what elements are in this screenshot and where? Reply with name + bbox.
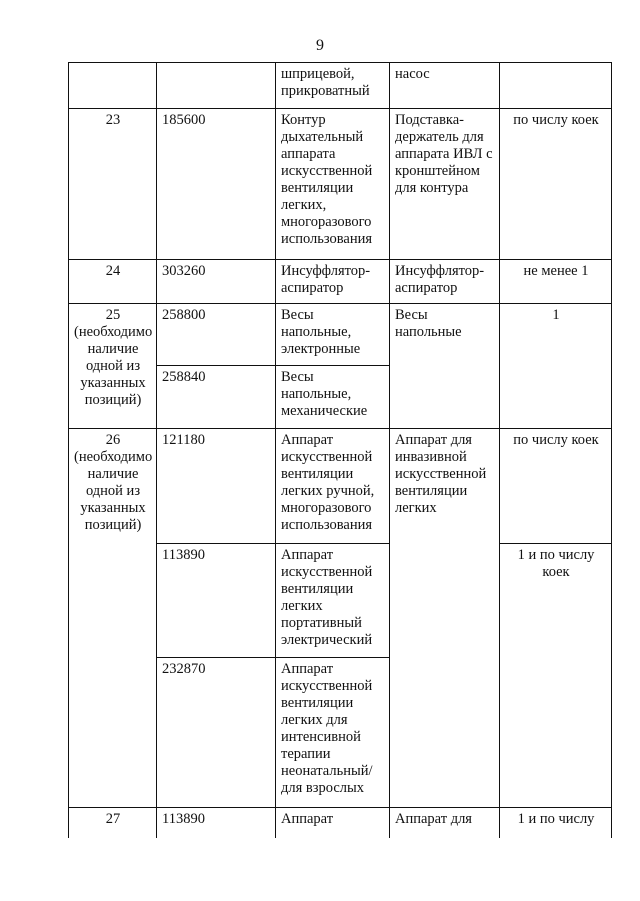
item-name-cell: Аппарат xyxy=(276,808,390,839)
quantity-cell: 1 и по числу xyxy=(500,808,612,839)
item-name-cell: Контур дыхательный аппарата искусственной вентиляции легких, многоразового использования xyxy=(276,109,390,260)
row-number-cell: 26 (необходимо наличие одной из указанных позиций) xyxy=(69,429,157,808)
table-row xyxy=(69,808,612,839)
equipment-type-cell: Инсуффлятор-аспиратор xyxy=(390,260,500,304)
row-number-cell: 24 xyxy=(69,260,157,304)
table-row xyxy=(69,260,612,304)
quantity-cell: по числу коек xyxy=(500,109,612,260)
item-name-cell: Весы напольные, механические xyxy=(276,366,390,429)
row-number-cell: 27 xyxy=(69,808,157,839)
item-name-cell: Инсуффлятор-аспиратор xyxy=(276,260,390,304)
equipment-type-cell: насос xyxy=(390,63,500,109)
item-name-cell: Весы напольные, электронные xyxy=(276,304,390,366)
table-row xyxy=(69,63,612,109)
equipment-type-cell: Аппарат для xyxy=(390,808,500,839)
table-row xyxy=(69,429,612,544)
item-name-cell: Аппарат искусственной вентиляции легких ручной, многоразового использования xyxy=(276,429,390,544)
equipment-type-cell: Подставка-держатель для аппарата ИВЛ с кронштейном для контура xyxy=(390,109,500,260)
item-name-cell: Аппарат искусственной вентиляции легких портативный электрический xyxy=(276,544,390,658)
code-cell: 113890 xyxy=(157,808,276,839)
code-cell xyxy=(157,63,276,109)
equipment-type-cell: Весы напольные xyxy=(390,304,500,429)
row-number-cell xyxy=(69,63,157,109)
code-cell: 258840 xyxy=(157,366,276,429)
item-name-cell: шприцевой, прикроватный xyxy=(276,63,390,109)
quantity-cell xyxy=(500,63,612,109)
table-row xyxy=(69,109,612,260)
code-cell: 232870 xyxy=(157,658,276,808)
code-cell: 258800 xyxy=(157,304,276,366)
row-number-cell: 23 xyxy=(69,109,157,260)
code-cell: 303260 xyxy=(157,260,276,304)
equipment-type-cell: Аппарат для инвазивной искусственной вентиляции легких xyxy=(390,429,500,808)
quantity-cell: 1 и по числу коек xyxy=(500,544,612,808)
code-cell: 113890 xyxy=(157,544,276,658)
code-cell: 121180 xyxy=(157,429,276,544)
page-number: 9 xyxy=(316,37,324,54)
quantity-cell: 1 xyxy=(500,304,612,429)
row-number-cell: 25 (необходимо наличие одной из указанных позиций) xyxy=(69,304,157,429)
quantity-cell: по числу коек xyxy=(500,429,612,544)
code-cell: 185600 xyxy=(157,109,276,260)
table-row xyxy=(69,304,612,366)
item-name-cell: Аппарат искусственной вентиляции легких для интенсивной терапии неонатальный/ для взрослых xyxy=(276,658,390,808)
equipment-table xyxy=(68,62,612,838)
quantity-cell: не менее 1 xyxy=(500,260,612,304)
